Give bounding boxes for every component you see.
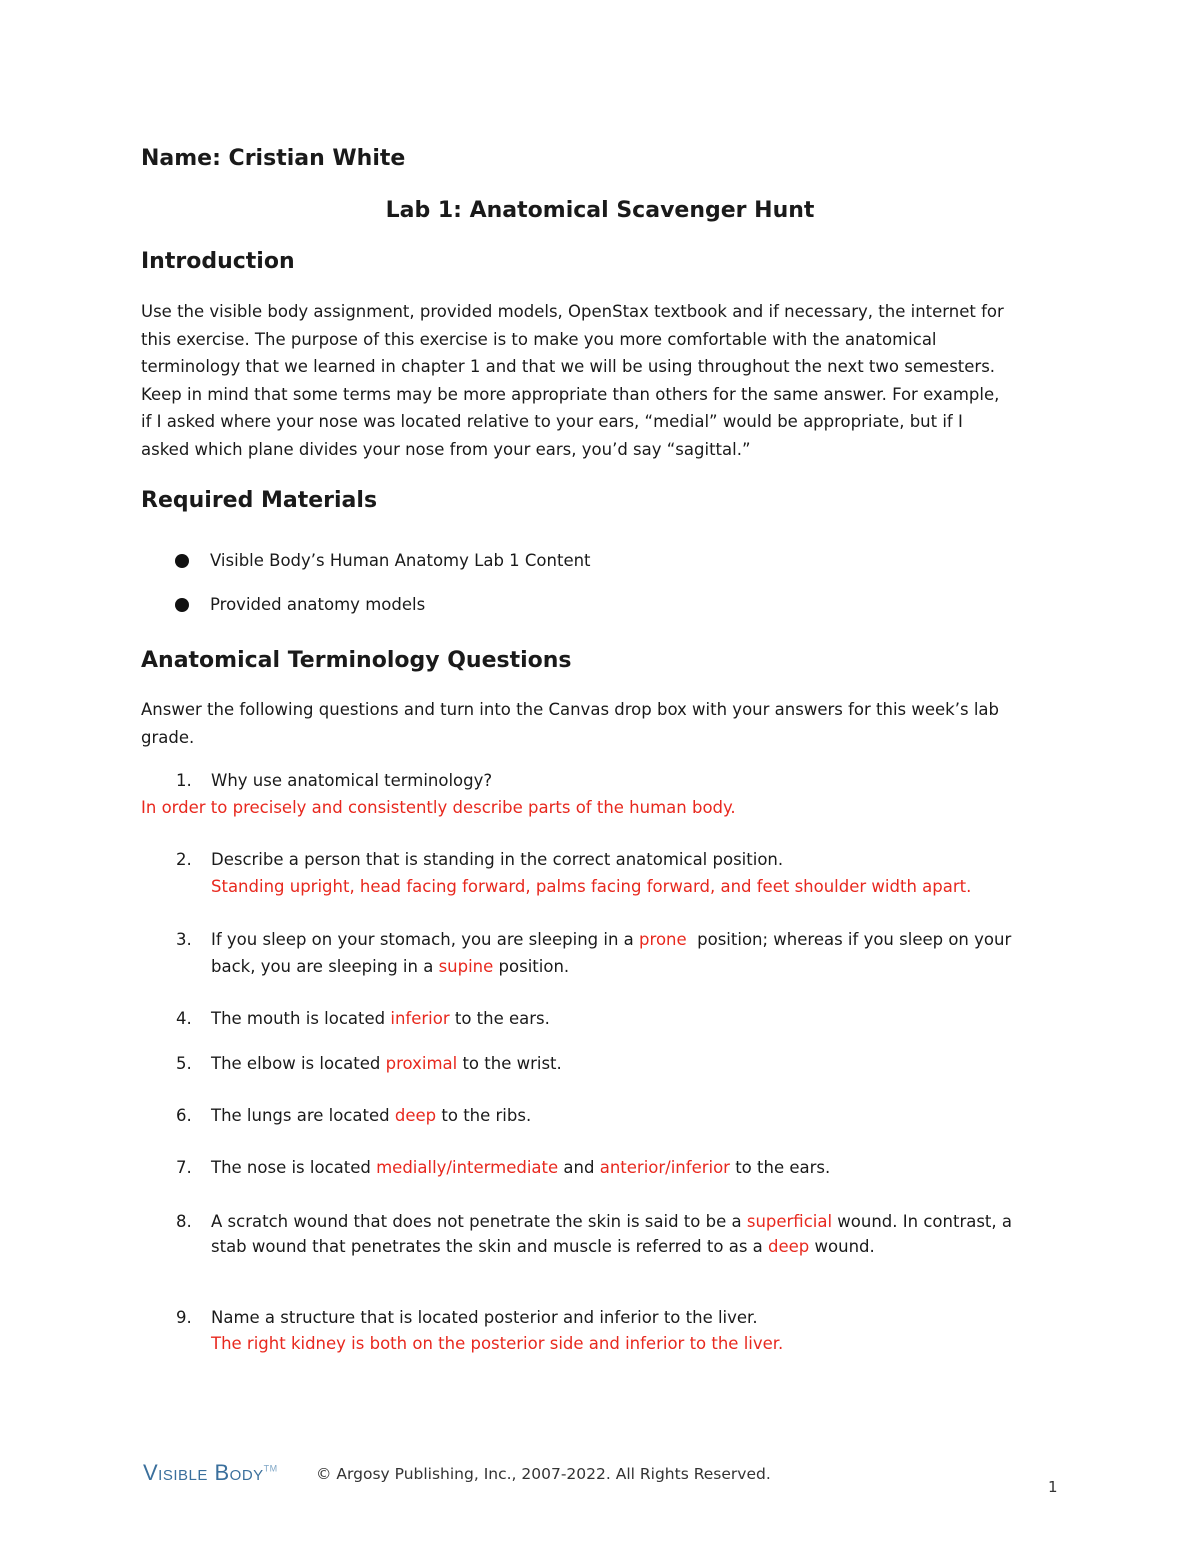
question-number: 4. (176, 1009, 192, 1028)
question-text: The elbow is located proximal to the wrist. (211, 1054, 562, 1073)
bullet-icon (175, 554, 189, 568)
materials-item-text: Provided anatomy models (210, 595, 426, 614)
answer-blank: supine (438, 957, 494, 976)
answer-blank: inferior (390, 1009, 450, 1028)
materials-item (175, 595, 425, 614)
answer-blank: deep (394, 1106, 437, 1125)
question-number: 9. (176, 1308, 192, 1327)
introduction-heading: Introduction (141, 249, 295, 274)
question-number: 5. (176, 1054, 192, 1073)
intro-line: asked which plane divides your nose from your ears, you’d say “sagittal.” (141, 439, 751, 459)
intro-line: if I asked where your nose was located relative to your ears, “medial” would be appropriate, but if I (141, 412, 963, 431)
question-number: 8. (176, 1212, 192, 1231)
intro-line: this exercise. The purpose of this exercise is to make you more comfortable with the anatomical (141, 329, 937, 349)
introduction-paragraph (141, 298, 1061, 463)
page-title: Lab 1: Anatomical Scavenger Hunt (385, 198, 815, 223)
questions-instructions (141, 696, 999, 751)
answer-blank: superficial (746, 1212, 833, 1231)
question-text: The lungs are located deep to the ribs. (211, 1106, 532, 1125)
instructions-line: grade. (141, 727, 195, 747)
question-number: 3. (176, 930, 192, 949)
question-text: Name a structure that is located posterior and inferior to the liver. (211, 1308, 758, 1327)
answer-text: In order to precisely and consistently describe parts of the human body. (141, 798, 736, 817)
question-text: A scratch wound that does not penetrate the skin is said to be a superficial wound. In contrast, a (211, 1212, 1012, 1231)
answer-text: The right kidney is both on the posterior side and inferior to the liver. (211, 1334, 784, 1353)
question-number: 6. (176, 1106, 192, 1125)
answer-text: Standing upright, head facing forward, palms facing forward, and feet shoulder width apart. (211, 877, 972, 896)
answer-blank: deep (768, 1237, 810, 1256)
student-name: Name: Cristian White (141, 146, 406, 171)
page-number: 1 (1048, 1478, 1058, 1496)
intro-line: terminology that we learned in chapter 1 and that we will be using throughout the next two semesters. (141, 357, 996, 376)
intro-line: Keep in mind that some terms may be more appropriate than others for the same answer. For example, (141, 384, 1000, 404)
question-number: 7. (176, 1158, 192, 1177)
intro-line: Use the visible body assignment, provided models, OpenStax textbook and if necessary, the internet for (141, 302, 1004, 321)
question-text: back, you are sleeping in a supine position. (211, 957, 570, 976)
question-text: stab wound that penetrates the skin and muscle is referred to as a deep wound. (211, 1237, 875, 1256)
question-number: 2. (176, 850, 192, 869)
materials-heading: Required Materials (141, 488, 378, 513)
question-text: Why use anatomical terminology? (211, 771, 493, 790)
bullet-icon (175, 598, 189, 612)
materials-item (175, 551, 591, 570)
copyright-notice: © Argosy Publishing, Inc., 2007-2022. All Rights Reserved. (316, 1465, 771, 1483)
question-text: Describe a person that is standing in the correct anatomical position. (211, 850, 784, 869)
question-text: The nose is located medially/intermediate and anterior/inferior to the ears. (211, 1158, 831, 1177)
answer-blank: medially/intermediate (376, 1158, 559, 1177)
questions-heading: Anatomical Terminology Questions (141, 648, 572, 673)
answer-blank: proximal (385, 1054, 458, 1073)
question-text: If you sleep on your stomach, you are sleeping in a prone position; whereas if you sleep on your (211, 930, 1012, 949)
answer-blank: anterior/inferior (599, 1158, 730, 1177)
visible-body-logo: Visible Body™ (143, 1460, 278, 1485)
question-text: The mouth is located inferior to the ears. (211, 1009, 550, 1028)
answer-blank: prone (639, 930, 687, 949)
question-number: 1. (176, 771, 192, 790)
instructions-line: Answer the following questions and turn into the Canvas drop box with your answers for this week’s lab (141, 700, 999, 719)
materials-item-text: Visible Body’s Human Anatomy Lab 1 Content (210, 551, 591, 570)
